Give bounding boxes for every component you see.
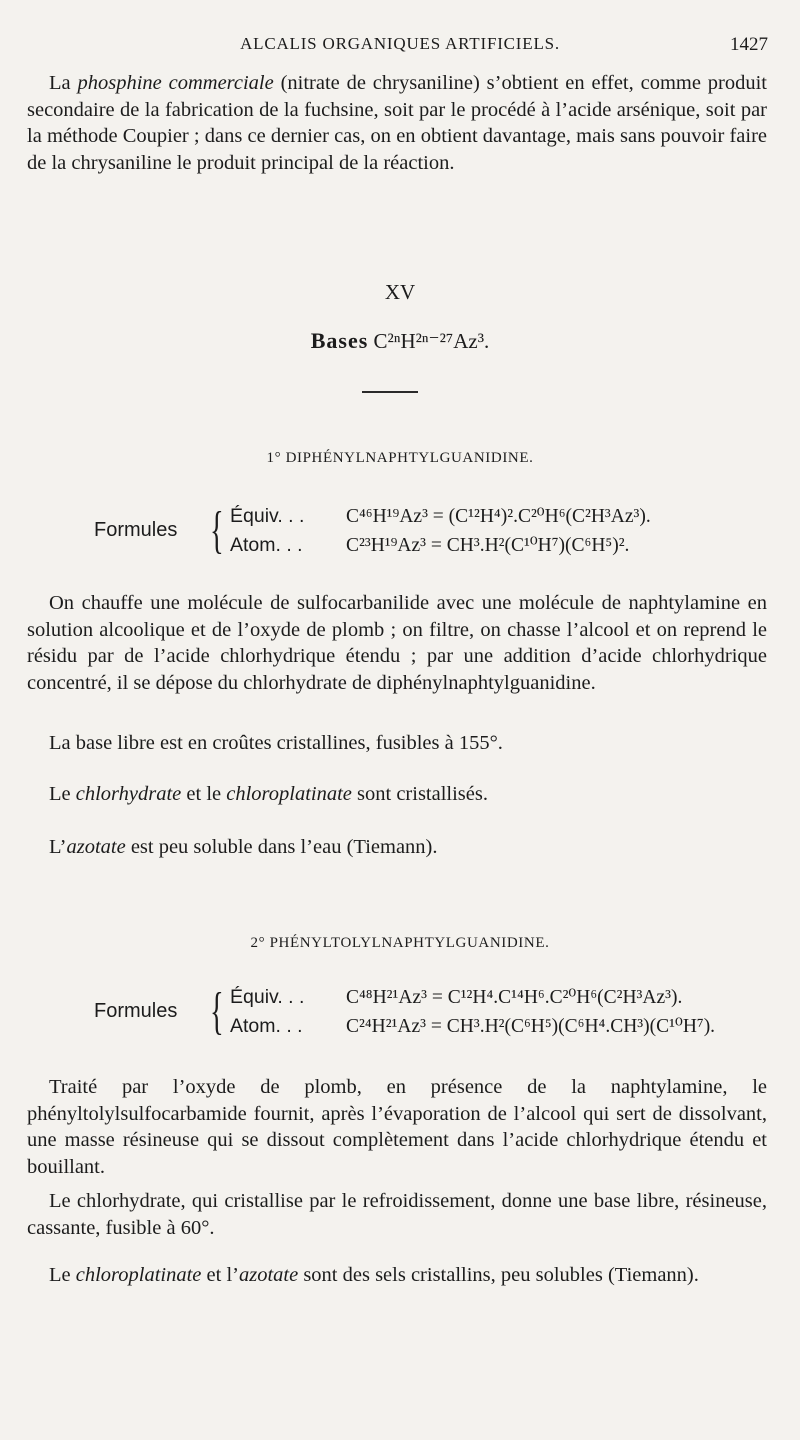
compound2-heading: 2° PHÉNYLTOLYLNAPHTYLGUANIDINE. xyxy=(250,935,550,951)
page-number: 1427 xyxy=(730,34,768,55)
azotate-post: est peu soluble dans l’eau (Tiemann). xyxy=(125,836,438,858)
running-title: ALCALIS ORGANIQUES ARTIFICIELS. xyxy=(240,34,560,53)
compound1-paragraph-1: On chauffe une molécule de sulfocarbanilide avec une molécule de naphtylamine en solution alcoolique et de l’oxyde de plomb ; on filtre, on chasse l’alcool et on reprend le résidu par de l’acide chlorhydrique étendu ; par une addition d’acide chlorhydrique concentré, il se dépose du chlorhydrate de diphénylnaphtylguanidine. xyxy=(27,592,767,694)
formula-label: Formules xyxy=(94,519,178,541)
formula-label: Formules xyxy=(94,1000,178,1022)
equiv-row xyxy=(230,985,682,1009)
compound2-paragraph-2: Le chlorhydrate, qui cristallise par le refroidissement, donne une base libre, résineuse, cassante, fusible à 60°. xyxy=(27,1190,767,1239)
compound1-heading: 1° DIPHÉNYLNAPHTYLGUANIDINE. xyxy=(266,450,534,466)
salts-term-2: chloroplatinate xyxy=(226,783,352,805)
intro-pre: La xyxy=(49,72,78,94)
intro-post: (nitrate de chrysaniline) s’obtient en effet, comme produit secondaire de la fabrication de la fuchsine, soit par le procédé à l’acide arsénique, soit par la méthode Coupier ; dans ce dernier cas, on en obtient davantage, mais sans pouvoir faire de la chrysaniline le produit principal de la réaction. xyxy=(27,72,768,174)
section-title-word: Bases xyxy=(310,328,369,353)
azotate-pre: L’ xyxy=(49,836,67,858)
salts-post: sont des sels cristallins, peu solubles (Tiemann). xyxy=(298,1264,699,1286)
atom-formula: C²³H¹⁹Az³ = CH³.H²(C¹⁰H⁷)(C⁶H⁵)². xyxy=(346,535,630,556)
intro-paragraph xyxy=(27,70,767,176)
salts-term-2: azotate xyxy=(238,1264,299,1286)
section-rule xyxy=(362,391,418,393)
brace-glyph: { xyxy=(210,983,224,1040)
equiv-row xyxy=(230,504,651,528)
azotate-term: azotate xyxy=(66,836,126,858)
compound2-paragraph-1: Traité par l’oxyde de plomb, en présence de la naphtylamine, le phényltolylsulfocarbamide fournit, après l’évaporation de l’alcool qui sert de dissolvant, une masse résineuse qui se dissout complètement dans l’acide chlorhydrique étendu et bouillant. xyxy=(27,1076,767,1178)
section-numeral: XV xyxy=(384,280,416,304)
salts-term-1: chloroplatinate xyxy=(75,1264,202,1286)
compound1-paragraph-2: La base libre est en croûtes cristallines, fusibles à 155°. xyxy=(49,732,503,754)
compound2-salts-paragraph xyxy=(27,1262,767,1289)
salts-post: sont cristallisés. xyxy=(351,783,488,805)
compound2-formulas xyxy=(94,985,774,1045)
atom-formula: C²⁴H²¹Az³ = CH³.H²(C⁶H⁵)(C⁶H⁴.CH³)(C¹⁰H⁷). xyxy=(346,1016,716,1037)
salts-term-1: chlorhydrate xyxy=(75,783,182,805)
salts-mid: et le xyxy=(181,783,227,805)
salts-pre: Le xyxy=(49,1264,76,1286)
equiv-label: Équiv. . . xyxy=(230,505,305,527)
atom-row xyxy=(230,1014,715,1038)
intro-italic-term: phosphine commerciale xyxy=(77,72,274,94)
compound1-formulas xyxy=(94,504,774,564)
salts-mid: et l’ xyxy=(201,1264,239,1286)
section-title xyxy=(0,328,800,354)
compound1-azotate-paragraph xyxy=(27,834,767,861)
equiv-formula: C⁴⁶H¹⁹Az³ = (C¹²H⁴)².C²⁰H⁶(C²H³Az³). xyxy=(346,506,651,527)
atom-row xyxy=(230,533,629,557)
compound1-salts-paragraph xyxy=(27,781,767,808)
equiv-formula: C⁴⁸H²¹Az³ = C¹²H⁴.C¹⁴H⁶.C²⁰H⁶(C²H³Az³). xyxy=(346,987,683,1008)
atom-label: Atom. . . xyxy=(230,534,303,556)
running-head xyxy=(0,34,800,64)
equiv-label: Équiv. . . xyxy=(230,986,305,1008)
atom-label: Atom. . . xyxy=(230,1015,303,1037)
section-title-formula: C²ⁿH²ⁿ⁻²⁷Az³. xyxy=(373,329,490,353)
brace-glyph: { xyxy=(210,502,224,559)
salts-pre: Le xyxy=(49,783,76,805)
